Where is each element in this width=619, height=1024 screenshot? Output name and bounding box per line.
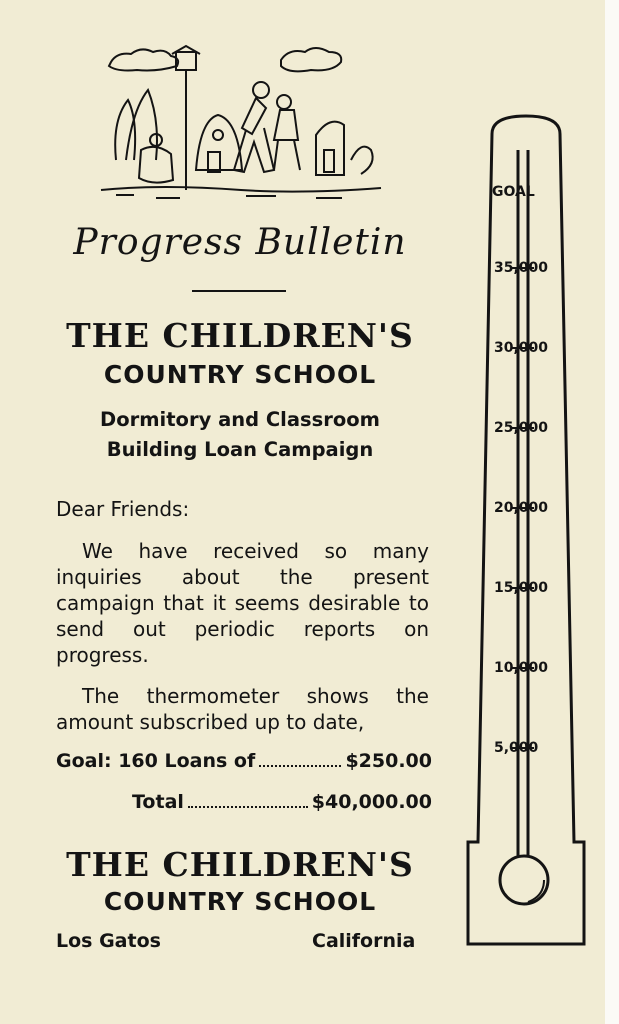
- total-amount: $40,000.00: [311, 791, 432, 813]
- thermometer-scale-label: 30,000: [494, 340, 549, 356]
- thermometer-scale-label: 35,000: [494, 260, 549, 276]
- school-name-line1: THE CHILDREN'S: [66, 316, 414, 355]
- thermometer-bulb: [500, 856, 548, 904]
- goal-leader-dots: [259, 751, 341, 767]
- goal-label: Goal: 160 Loans of: [56, 750, 256, 772]
- thermometer-bulb-highlight: [528, 880, 544, 902]
- footer-state: California: [312, 930, 416, 952]
- total-label: Total: [132, 791, 184, 813]
- footer-school-name-line1: THE CHILDREN'S: [66, 845, 414, 884]
- thermometer-scale-label: 10,000: [494, 660, 549, 676]
- thermometer-scale-label: 5,000: [494, 740, 539, 756]
- fundraising-thermometer: [464, 112, 588, 954]
- thermometer-scale-label: 20,000: [494, 500, 549, 516]
- thermometer-scale: [494, 260, 548, 756]
- bulletin-title: Progress Bulletin: [73, 222, 407, 263]
- campaign-name-line1: Dormitory and Classroom: [100, 408, 380, 431]
- footer-school-name-line2: COUNTRY SCHOOL: [103, 887, 377, 916]
- children-village-illustration: [96, 40, 386, 205]
- school-name-line2: COUNTRY SCHOOL: [103, 360, 377, 389]
- thermometer-goal-label: GOAL: [492, 184, 535, 200]
- footer-city: Los Gatos: [56, 930, 161, 952]
- total-leader-dots: [188, 792, 308, 808]
- letter-paragraph-1: We have received so many inquiries about the present campaign that it seems desirable to send out periodic reports on progress.: [56, 539, 429, 667]
- letter-salutation: Dear Friends:: [56, 497, 190, 521]
- goal-amount: $250.00: [345, 750, 432, 772]
- thermometer-scale-label: 25,000: [494, 420, 549, 436]
- goal-line: [56, 750, 432, 772]
- thermometer-scale-label: 15,000: [494, 580, 549, 596]
- title-divider: [192, 290, 286, 292]
- thermometer-outline: [468, 116, 584, 944]
- letter-paragraph-2: The thermometer shows the amount subscribed up to date,: [56, 684, 429, 734]
- campaign-name-line2: Building Loan Campaign: [106, 438, 374, 461]
- total-line: [132, 791, 432, 813]
